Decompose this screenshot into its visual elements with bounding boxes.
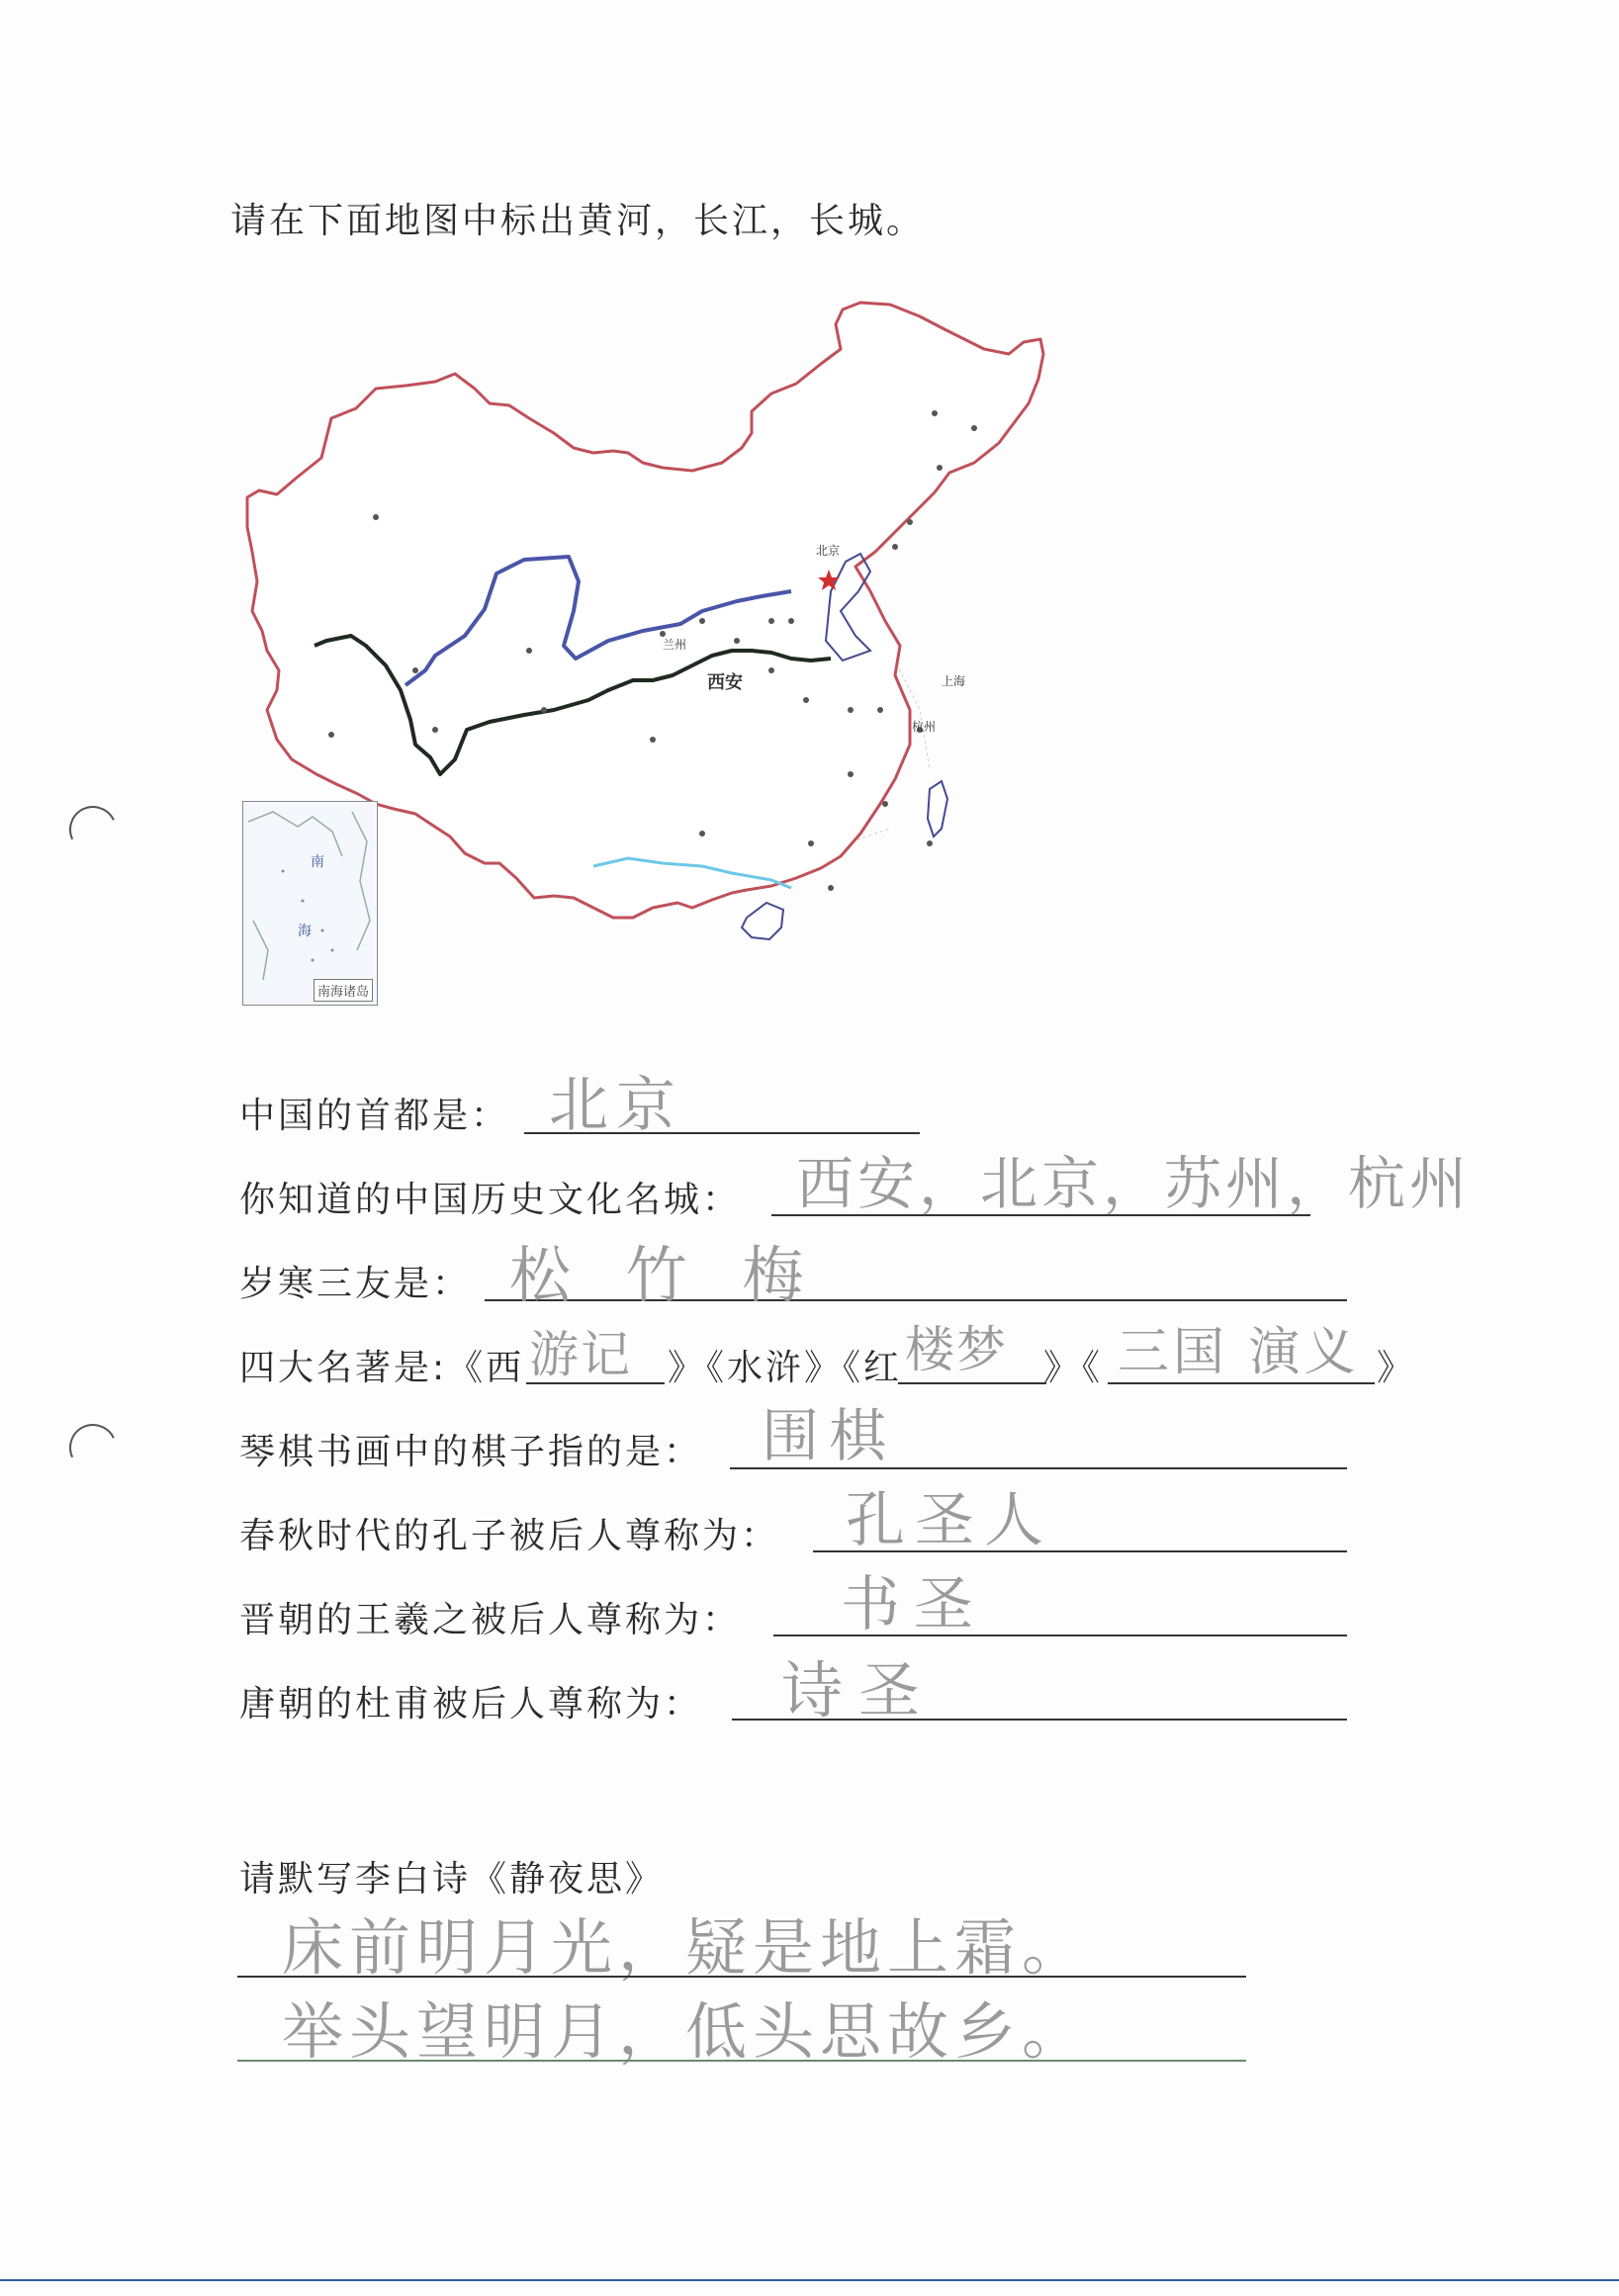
q1-answer: 北京 (549, 1071, 683, 1140)
map-instruction: 请在下面地图中标出黄河，长江，长城。 (230, 201, 926, 241)
q7-answer: 书圣 (841, 1570, 987, 1639)
q4-prompt-part2: 》《水浒》《红 (668, 1348, 903, 1388)
q3-answer: 松 竹 梅 (509, 1239, 822, 1311)
q4-prompt-part4: 》 (1377, 1348, 1416, 1388)
poem-line1-rule (237, 1976, 1246, 1978)
map-label-shanghai: 上海 (942, 674, 966, 688)
q7-prompt: 晋朝的王羲之被后人尊称为： (239, 1600, 742, 1640)
poem-line2: 举头望明月，低头思故乡。 (282, 1995, 1090, 2068)
q8-prompt: 唐朝的杜甫被后人尊称为： (239, 1684, 703, 1724)
q2-answer: 西安，北京，苏州，杭州 (796, 1150, 1472, 1217)
taiwan-island (928, 781, 947, 837)
q8-answer: 诗圣 (781, 1654, 937, 1726)
q5-answer: 围棋 (762, 1402, 897, 1469)
map-label-hangzhou: 杭州 (912, 720, 937, 734)
hainan-island (742, 903, 783, 939)
q4-prompt-part3: 》《 (1043, 1348, 1104, 1388)
q6-answer: 孔圣人 (846, 1486, 1053, 1555)
inset-title: 南海诸岛 (314, 979, 373, 1002)
q4-answer2-line (898, 1382, 1046, 1384)
q5-prompt: 琴棋书画中的棋子指的是： (239, 1432, 703, 1472)
inset-map-svg (243, 802, 377, 1005)
inset-label-hai: 海 (298, 924, 312, 939)
scan-edge-line (0, 2279, 1619, 2281)
poem-line1: 床前明月光，疑是地上霜。 (282, 1911, 1090, 1984)
map-label-lanzhou: 兰州 (663, 638, 687, 652)
punch-hole-top (62, 799, 124, 860)
q4-answer2: 楼梦 (905, 1321, 1008, 1378)
map-label-beijing: 北京 (816, 544, 841, 558)
q1-prompt: 中国的首都是： (239, 1096, 510, 1136)
q4-prompt-part1: 四大名著是:《西 (239, 1348, 525, 1388)
punch-hole-bottom (62, 1417, 124, 1478)
q6-prompt: 春秋时代的孔子被后人尊称为： (239, 1516, 780, 1556)
poem-prompt: 请默写李白诗《静夜思》 (239, 1859, 665, 1899)
map-label-xian: 西安 (707, 672, 743, 693)
q4-answer3: 三国 演义 (1118, 1323, 1360, 1382)
q4-answer1: 游记 (529, 1326, 632, 1383)
q3-prompt: 岁寒三友是： (239, 1264, 472, 1304)
q2-prompt: 你知道的中国历史文化名城： (239, 1180, 742, 1220)
south-china-sea-inset (242, 801, 378, 1006)
poem-line2-rule (237, 2060, 1246, 2062)
inset-label-nan: 南 (311, 854, 324, 870)
